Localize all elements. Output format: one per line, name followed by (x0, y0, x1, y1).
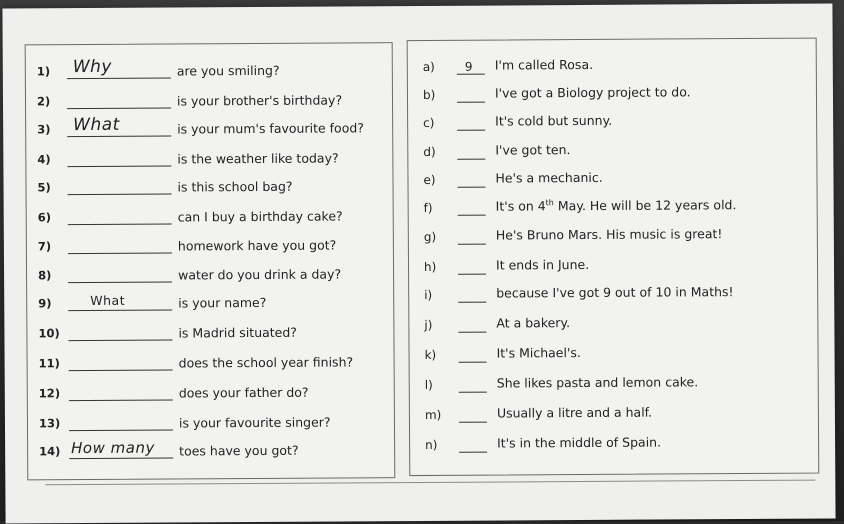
question-number: 6) (38, 210, 51, 224)
question-number: 12) (39, 386, 60, 400)
answer-text-before: It's on 4 (496, 198, 546, 213)
answer-blank[interactable] (67, 60, 171, 80)
answer-letter: a) (423, 60, 435, 74)
question-number: 11) (39, 356, 60, 370)
match-blank[interactable] (459, 348, 487, 363)
question-number: 5) (37, 180, 50, 194)
answer-letter: l) (425, 378, 433, 392)
answer-text: He's Bruno Mars. His music is great! (496, 226, 723, 242)
question-number: 13) (39, 416, 60, 430)
answer-text: It's in the middle of Spain. (497, 435, 661, 451)
match-blank[interactable] (457, 116, 485, 131)
handwritten-answer: Why (73, 57, 112, 77)
answer-blank[interactable] (67, 118, 171, 138)
answer-letter: m) (425, 408, 441, 422)
match-blank[interactable] (459, 438, 487, 453)
answer-text: Usually a litre and a half. (497, 405, 652, 421)
answer-text: At a bakery. (496, 315, 570, 330)
question-number: 4) (37, 152, 50, 166)
match-blank[interactable] (457, 145, 485, 160)
question-text: are you smiling? (177, 63, 280, 79)
match-blank[interactable] (458, 260, 486, 275)
question-text: is your mum's favourite food? (177, 120, 364, 136)
answer-letter: f) (424, 201, 433, 215)
match-blank[interactable] (457, 60, 485, 75)
question-text: is your brother's birthday? (177, 92, 342, 108)
question-number: 14) (39, 444, 60, 458)
question-text: is your favourite singer? (179, 415, 331, 431)
answer-text-after: May. He will be 12 years old. (554, 197, 737, 213)
answer-blank[interactable] (67, 148, 171, 168)
answer-blank[interactable] (67, 90, 171, 110)
answer-blank[interactable] (68, 235, 172, 255)
match-blank[interactable] (457, 173, 485, 188)
answer-blank[interactable] (69, 440, 173, 460)
answer-blank[interactable] (68, 292, 172, 312)
question-text: is your name? (178, 295, 266, 311)
question-number: 9) (38, 296, 51, 310)
answer-letter: n) (425, 438, 437, 452)
answer-blank[interactable] (68, 206, 172, 226)
match-blank[interactable] (458, 201, 486, 216)
answer-letter: c) (423, 116, 434, 130)
answer-letter: d) (423, 145, 435, 159)
answer-letter: b) (423, 88, 435, 102)
answer-text: It's Michael's. (497, 345, 581, 361)
answer-letter: i) (424, 288, 432, 302)
handwritten-answer: What (73, 115, 120, 135)
answer-letter: g) (424, 230, 436, 244)
answer-text: She likes pasta and lemon cake. (497, 374, 699, 390)
question-number: 1) (37, 64, 50, 78)
question-text: is the weather like today? (177, 150, 338, 166)
bottom-strip (45, 480, 815, 500)
question-number: 10) (38, 326, 59, 340)
answer-letter: k) (425, 348, 437, 362)
answer-text: I'm called Rosa. (495, 57, 593, 73)
answer-blank[interactable] (68, 264, 172, 284)
answer-blank[interactable] (68, 322, 172, 342)
question-text: is Madrid situated? (178, 325, 297, 341)
question-text: homework have you got? (178, 238, 336, 254)
question-number: 3) (37, 122, 50, 136)
match-blank[interactable] (459, 408, 487, 423)
answer-blank[interactable] (69, 352, 173, 372)
question-text: does the school year finish? (179, 354, 354, 370)
worksheet-paper (2, 3, 835, 523)
answer-blank[interactable] (69, 382, 173, 402)
match-blank[interactable] (458, 318, 486, 333)
question-number: 2) (37, 94, 50, 108)
question-number: 8) (38, 268, 51, 282)
handwritten-answer: What (90, 293, 125, 308)
answer-blank[interactable] (69, 412, 173, 432)
match-blank[interactable] (457, 88, 485, 103)
question-text: does your father do? (179, 385, 309, 401)
question-text: toes have you got? (179, 443, 299, 459)
answer-letter: e) (423, 173, 435, 187)
question-text: water do you drink a day? (178, 266, 341, 282)
question-number: 7) (38, 239, 51, 253)
match-number: 9 (465, 60, 473, 74)
match-blank[interactable] (458, 230, 486, 245)
match-blank[interactable] (458, 288, 486, 303)
answer-text: I've got ten. (495, 142, 570, 157)
answer-text (496, 197, 737, 214)
answer-text: I've got a Biology project to do. (495, 84, 691, 100)
question-text: can I buy a birthday cake? (178, 208, 343, 224)
handwritten-answer: How many (71, 439, 155, 458)
answer-letter: h) (424, 260, 436, 274)
answer-text: It ends in June. (496, 257, 589, 273)
question-text: is this school bag? (177, 179, 292, 195)
answer-text: because I've got 9 out of 10 in Maths! (496, 284, 733, 300)
answer-blank[interactable] (67, 176, 171, 196)
answer-text: He's a mechanic. (495, 170, 602, 186)
ordinal-suffix: th (546, 198, 554, 207)
answer-text: It's cold but sunny. (495, 113, 612, 129)
match-blank[interactable] (459, 378, 487, 393)
answer-letter: j) (424, 318, 432, 332)
